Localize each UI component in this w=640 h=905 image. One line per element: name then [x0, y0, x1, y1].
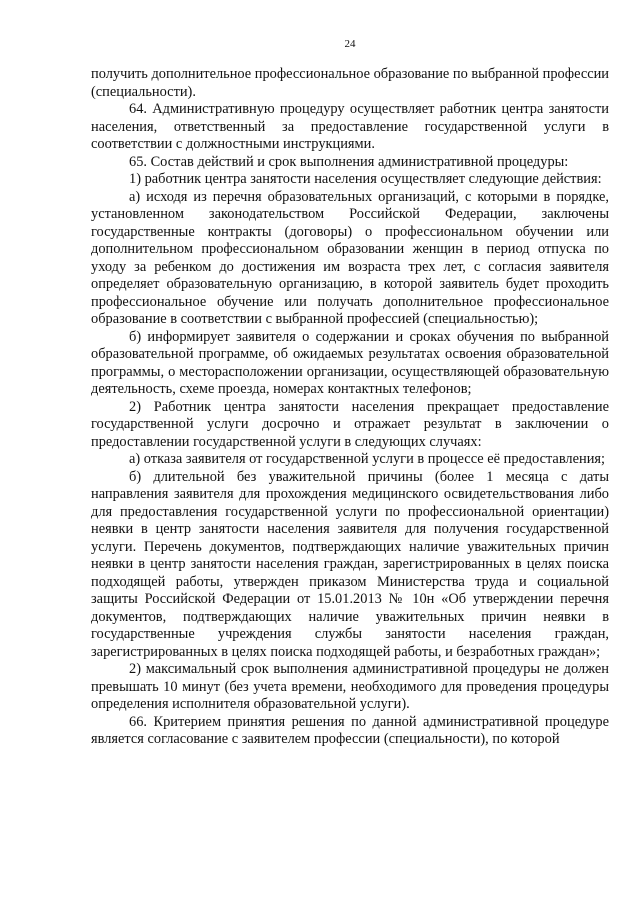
paragraph-66: 66. Критерием принятия решения по данной административной процедуре является согласование с заявителем профессии (специальности), по которой — [91, 713, 609, 747]
page-number: 24 — [344, 38, 356, 50]
paragraph-65-item-1a: а) исходя из перечня образовательных организаций, с которыми в порядке, установленном законодательством Российской Федерации, заключены государственные контракты (договоры) о профессиональном обучении или дополнительном профессиональном образовании женщин в период отпуска по уходу за ребенком до достижения им возраста трех лет, с согласия заявителя определяет образовательную организацию, в которой заявитель будет проходить профессиональное обучение или получать дополнительное профессиональное образование в соответствии с выбранной профессией (специальностью); — [91, 188, 609, 327]
paragraph-65-item-2b: б) длительной без уважительной причины (более 1 месяца с даты направления заявителя для прохождения медицинского освидетельствования либо для предоставления государственной услуги по профессиональной ориентации) неявки в центр занятости населения заявителя для получения государственной услуги. Перечень документов, подтверждающих наличие уважительных причин неявки в центр занятости населения граждан, зарегистрированных в целях поиска подходящей работы, утвержден приказом Министерства труда и социальной защиты Российской Федерации от 15.01.2013 № 10н «Об утверждении перечня документов, подтверждающих наличие уважительных причин неявки в государственные учреждения службы занятости населения граждан, зарегистрированных в целях поиска подходящей работы, и безработных граждан»; — [91, 468, 609, 660]
paragraph-65-item-1b: б) информирует заявителя о содержании и сроках обучения по выбранной образовательной программе, об ожидаемых результатах освоения образовательной программы, о месторасположении организации, осуществляющей образовательную деятельность, схеме проезда, номерах контактных телефонов; — [91, 328, 609, 397]
paragraph-continuation: получить дополнительное профессиональное образование по выбранной профессии (специальности). — [91, 66, 609, 100]
paragraph-65-item-1: 1) работник центра занятости населения осуществляет следующие действия: — [129, 171, 602, 187]
paragraph-65-item-2: 2) Работник центра занятости населения прекращает предоставление государственной услуги досрочно и отражает результат в заключении о предоставлении государственной услуги в следующих случаях: — [91, 398, 609, 450]
paragraph-64: 64. Административную процедуру осуществляет работник центра занятости населения, ответственный за предоставление государственной услуги в соответствии с должностными инструкциями. — [91, 101, 609, 152]
paragraph-65-item-2a: а) отказа заявителя от государственной услуги в процессе её предоставления; — [129, 451, 606, 467]
document-page — [91, 0, 609, 905]
document-body — [91, 66, 609, 749]
paragraph-65-item-2-deadline: 2) максимальный срок выполнения административной процедуры не должен превышать 10 минут (без учета времени, необходимого для проведения процедуры определения исполнителя образовательной услуги). — [91, 661, 609, 712]
paragraph-65: 65. Состав действий и срок выполнения административной процедуры: — [129, 153, 569, 170]
